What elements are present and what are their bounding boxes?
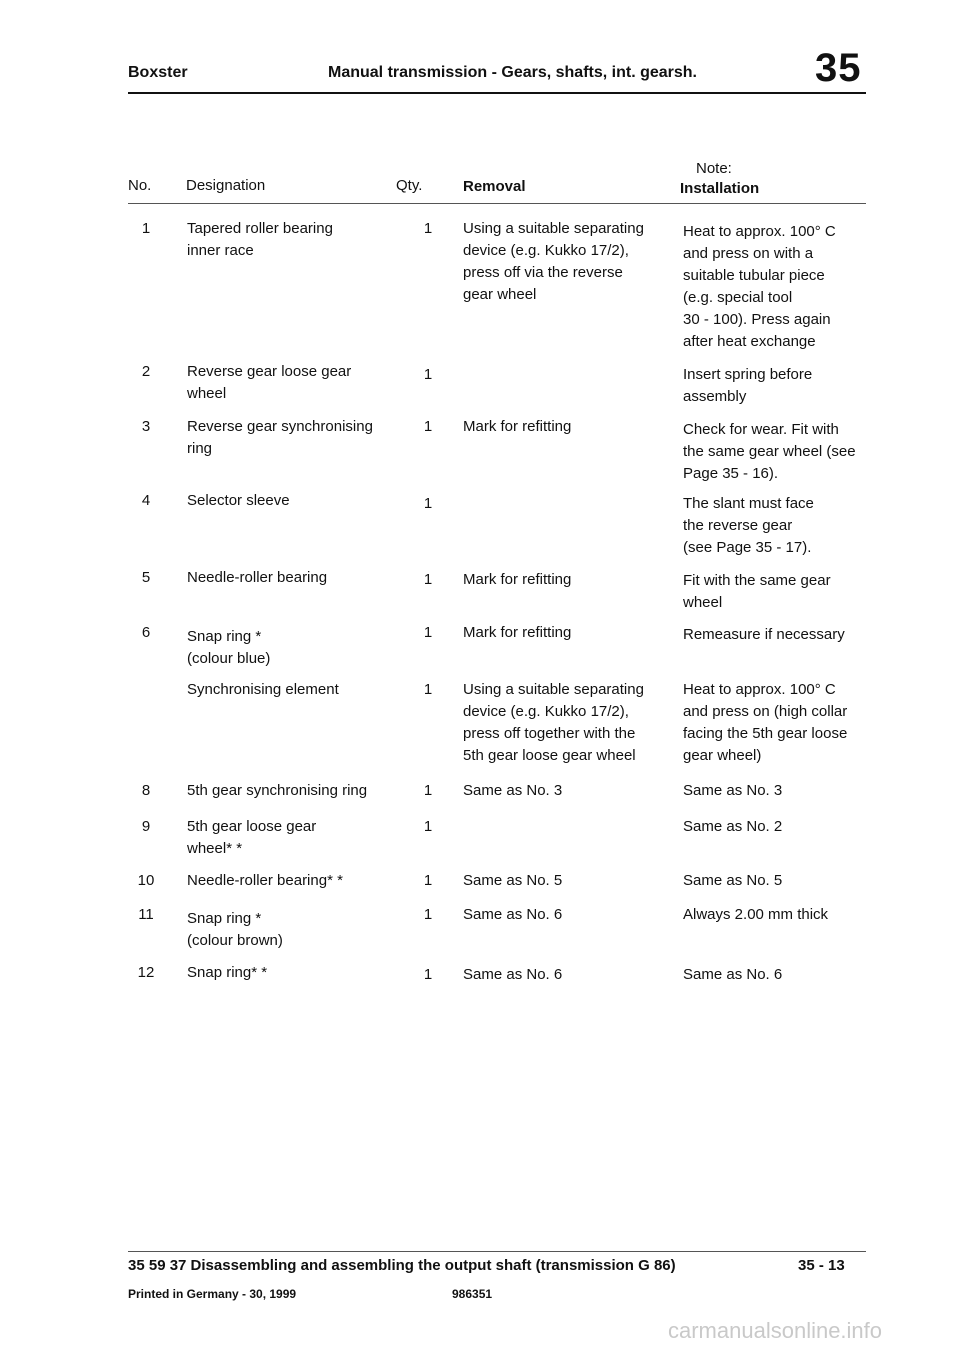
footer-code: 986351 — [452, 1287, 493, 1301]
row-designation: Snap ring * (colour brown) — [187, 910, 283, 949]
row-qty: 1 — [423, 966, 433, 983]
row-installation: Fit with the same gear wheel — [683, 572, 831, 611]
row-no: 9 — [141, 818, 151, 835]
row-qty: 1 — [423, 220, 433, 237]
row-removal: Using a suitable separating device (e.g. Kukko 17/2), press off together with the 5th gear loose gear wheel — [463, 681, 644, 764]
row-designation: Synchronising element — [187, 681, 339, 698]
row-installation: Same as No. 3 — [683, 782, 783, 799]
row-removal: Mark for refitting — [463, 624, 572, 641]
col-removal: Removal — [463, 178, 526, 195]
row-no: 1 — [141, 220, 151, 237]
row-qty: 1 — [423, 906, 433, 923]
col-note: Note: — [696, 160, 732, 177]
row-removal: Using a suitable separating device (e.g. Kukko 17/2), press off via the reverse gear wheel — [463, 220, 644, 303]
row-qty: 1 — [423, 495, 433, 512]
row-installation: Same as No. 2 — [683, 818, 783, 835]
row-qty: 1 — [423, 818, 433, 835]
row-qty: 1 — [423, 571, 433, 588]
row-no: 10 — [137, 872, 155, 889]
row-no: 11 — [138, 906, 154, 923]
header-model: Boxster — [128, 64, 188, 81]
row-removal: Same as No. 6 — [463, 906, 563, 923]
page-number: 35 - 13 — [798, 1257, 845, 1274]
row-installation: The slant must face the reverse gear (see Page 35 - 17). — [683, 495, 814, 556]
row-no: 3 — [141, 418, 151, 435]
row-removal: Same as No. 6 — [463, 966, 563, 983]
col-no: No. — [128, 177, 152, 194]
row-designation: 5th gear synchronising ring — [187, 782, 368, 799]
header-group-number: 35 — [815, 46, 862, 90]
row-no: 12 — [137, 964, 155, 981]
row-qty: 1 — [423, 872, 433, 889]
row-designation: 5th gear loose gear wheel* * — [187, 818, 317, 857]
row-removal: Mark for refitting — [463, 571, 572, 588]
row-qty: 1 — [423, 418, 433, 435]
row-designation: Reverse gear loose gear wheel — [187, 363, 352, 402]
footer-printed: Printed in Germany - 30, 1999 — [128, 1287, 297, 1301]
row-installation: Insert spring before assembly — [683, 366, 813, 405]
row-installation: Remeasure if necessary — [683, 626, 845, 643]
header-rule — [128, 92, 866, 94]
row-installation: Heat to approx. 100° C and press on (high collar facing the 5th gear loose gear wheel) — [683, 681, 848, 764]
row-designation: Snap ring * (colour blue) — [187, 628, 271, 667]
row-designation: Selector sleeve — [187, 492, 290, 509]
col-installation: Installation — [680, 180, 760, 197]
footer-procedure: 35 59 37 Disassembling and assembling the output shaft (transmission G 86) — [128, 1257, 676, 1274]
row-installation: Heat to approx. 100° C and press on with a suitable tubular piece (e.g. special tool 30 - 100). Press again after heat exchange — [683, 223, 836, 350]
row-designation: Snap ring* * — [187, 964, 268, 981]
row-installation: Same as No. 6 — [683, 966, 783, 983]
row-qty: 1 — [423, 681, 433, 698]
column-header-rule — [128, 203, 866, 204]
row-qty: 1 — [423, 366, 433, 383]
footer-rule — [128, 1251, 866, 1252]
row-installation: Same as No. 5 — [683, 872, 783, 889]
row-removal: Same as No. 3 — [463, 782, 563, 799]
row-qty: 1 — [423, 624, 433, 641]
row-designation: Tapered roller bearing inner race — [187, 220, 333, 259]
row-removal: Same as No. 5 — [463, 872, 563, 889]
col-designation: Designation — [186, 177, 266, 194]
row-designation: Reverse gear synchronising ring — [187, 418, 373, 457]
row-no: 4 — [141, 492, 151, 509]
row-no: 6 — [141, 624, 151, 641]
row-installation: Check for wear. Fit with the same gear wheel (see Page 35 - 16). — [683, 421, 856, 482]
row-no: 2 — [141, 363, 151, 380]
row-no: 8 — [141, 782, 151, 799]
row-installation: Always 2.00 mm thick — [683, 906, 829, 923]
watermark: carmanualsonline.info — [668, 1318, 883, 1343]
row-designation: Needle-roller bearing — [187, 569, 328, 586]
row-designation: Needle-roller bearing* * — [187, 872, 343, 889]
row-qty: 1 — [423, 782, 433, 799]
row-removal: Mark for refitting — [463, 418, 572, 435]
col-qty: Qty. — [396, 177, 423, 194]
header-title: Manual transmission - Gears, shafts, int. gearsh. — [328, 64, 697, 81]
row-no: 5 — [141, 569, 151, 586]
